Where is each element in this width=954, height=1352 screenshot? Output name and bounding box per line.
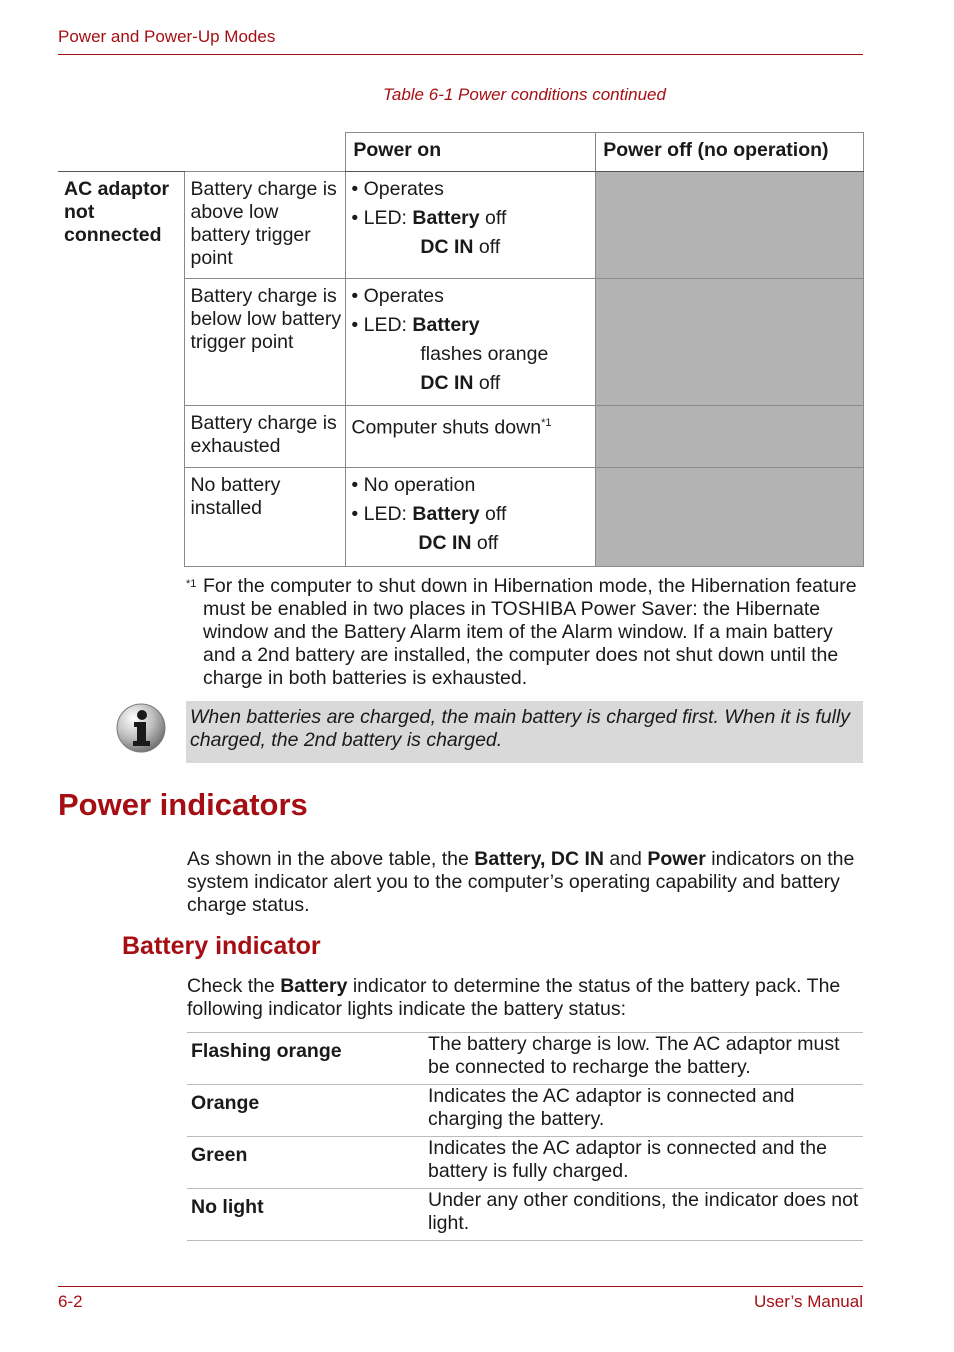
condition-cell: Battery charge is below low battery trigger point xyxy=(185,279,346,406)
table-row xyxy=(187,1189,863,1241)
power-on-cell: Computer shuts down$^{*1}$ xyxy=(346,406,596,468)
power-on-cell: • Operates • LED: Battery flashes orange DC IN off xyxy=(346,279,596,406)
power-on-cell: • Operates • LED: Battery off DC IN off xyxy=(346,172,596,279)
power-off-shaded-cell xyxy=(596,279,864,406)
indicator-state: Green xyxy=(187,1137,424,1189)
power-off-shaded-cell xyxy=(596,406,864,468)
row-header-ac-not-connected: AC adaptor not connected xyxy=(58,172,185,567)
indicator-state: No light xyxy=(187,1189,424,1241)
col-header-power-off: Power off (no operation) xyxy=(596,133,864,172)
condition-cell: No battery installed xyxy=(185,468,346,567)
subsection-intro: Check the Battery indicator to determine the status of the battery pack. The following indicator lights indicate the battery status: xyxy=(187,975,841,1020)
col-header-power-on: Power on xyxy=(346,133,596,172)
battery-indicator-table xyxy=(187,1032,863,1241)
section-title: Power indicators xyxy=(58,787,308,822)
table-row xyxy=(187,1085,863,1137)
footnote-marker: *1 xyxy=(186,578,197,590)
indicator-description: Under any other conditions, the indicator does not light. xyxy=(424,1189,863,1241)
table-row xyxy=(187,1033,863,1085)
section-intro: As shown in the above table, the Battery, DC IN and Power indicators on the system indicator alert you to the computer’s operating capability and battery charge status. xyxy=(187,848,855,916)
note-text: When batteries are charged, the main battery is charged first. When it is fully charged, the 2nd battery is charged. xyxy=(190,706,851,751)
condition-cell: Battery charge is exhausted xyxy=(185,406,346,468)
power-conditions-table xyxy=(58,132,864,567)
table-row xyxy=(187,1137,863,1189)
indicator-description: Indicates the AC adaptor is connected and the battery is fully charged. xyxy=(424,1137,863,1189)
info-icon xyxy=(115,702,167,754)
page-header-title: Power and Power-Up Modes xyxy=(58,27,276,46)
manual-title: User’s Manual xyxy=(754,1292,863,1311)
footnote xyxy=(186,575,866,689)
condition-cell: Battery charge is above low battery trigger point xyxy=(185,172,346,279)
table-caption: Table 6-1 Power conditions continued xyxy=(383,85,666,104)
note-box xyxy=(186,701,863,763)
power-off-shaded-cell xyxy=(596,468,864,567)
page-number: 6-2 xyxy=(58,1292,83,1311)
power-off-shaded-cell xyxy=(596,172,864,279)
footer-rule xyxy=(58,1286,863,1287)
indicator-description: The battery charge is low. The AC adaptor must be connected to recharge the battery. xyxy=(424,1033,863,1085)
indicator-state: Orange xyxy=(187,1085,424,1137)
subsection-title: Battery indicator xyxy=(122,932,321,960)
indicator-state: Flashing orange xyxy=(187,1033,424,1085)
footnote-text: For the computer to shut down in Hibernation mode, the Hibernation feature must be enabled in two places in TOSHIBA Power Saver: the Hibernate window and the Battery Alarm item of the Alarm window. If a main battery and a 2nd battery are installed, the computer does not shut down until the charge in both batteries is exhausted. xyxy=(203,575,857,689)
indicator-description: Indicates the AC adaptor is connected and charging the battery. xyxy=(424,1085,863,1137)
header-rule xyxy=(58,54,863,55)
power-on-cell: • No operation • LED: Battery off DC IN off xyxy=(346,468,596,567)
